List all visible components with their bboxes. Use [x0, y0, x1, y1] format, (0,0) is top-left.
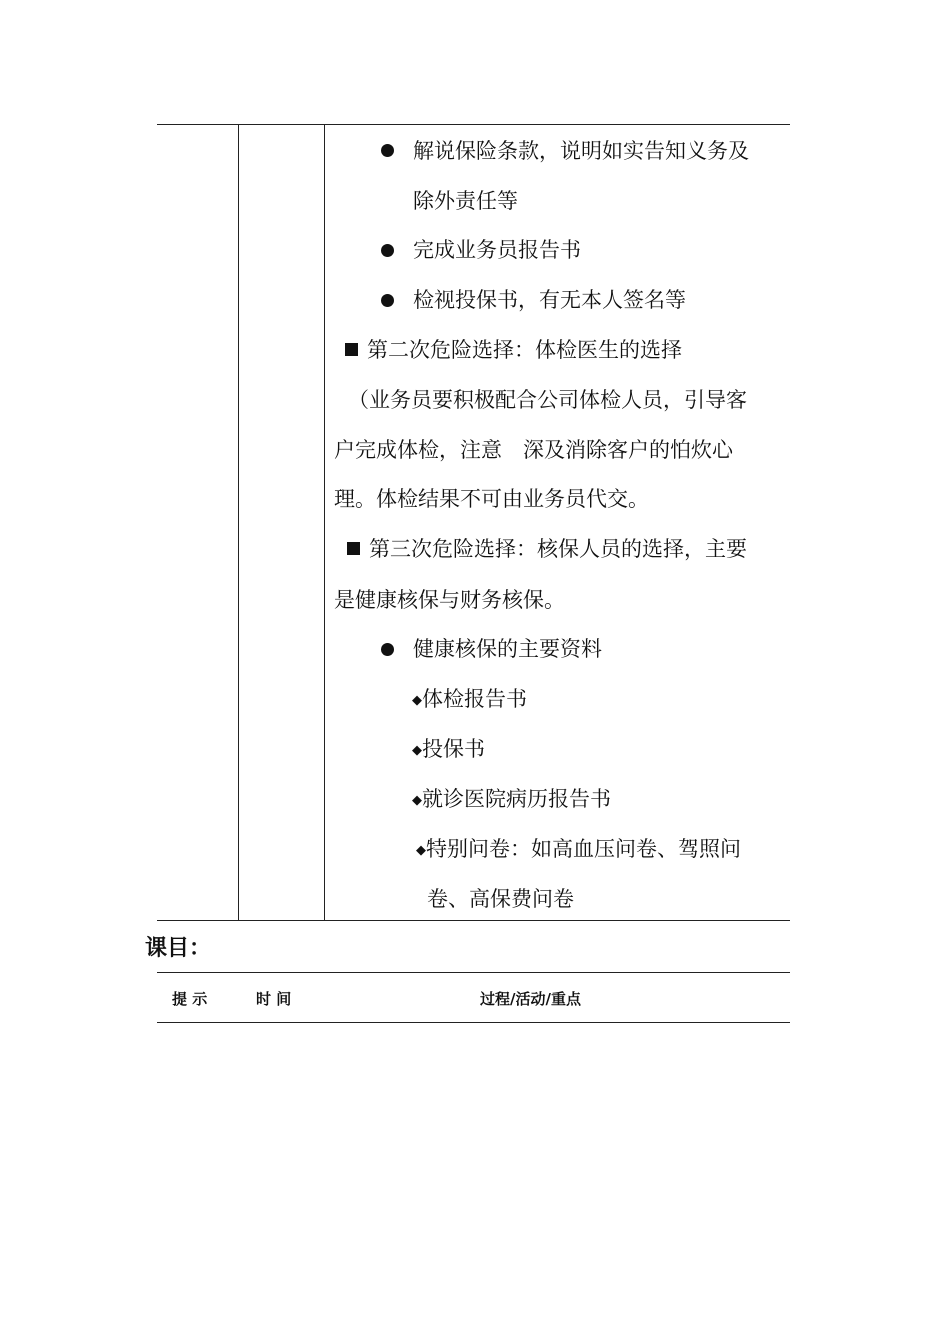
- sub-item: ◆体检报告书: [412, 684, 527, 716]
- lesson-header-table: [157, 972, 790, 1023]
- paragraph-text: （业务员要积极配合公司体检人员，引导客: [348, 388, 747, 412]
- paragraph-text: 是健康核保与财务核保。: [334, 588, 565, 612]
- square-bullet-icon: [347, 542, 360, 555]
- paragraph-text: 理。体检结果不可由业务员代交。: [334, 487, 649, 511]
- bullet-dot-icon: [381, 144, 394, 157]
- bullet-item-text: 检视投保书，有无本人签名等: [413, 288, 686, 312]
- square-bullet-icon: [345, 343, 358, 356]
- diamond-bullet-icon: ◆: [412, 793, 422, 808]
- bullet-dot-icon: [381, 643, 394, 656]
- sub-item: ◆特别问卷：如高血压问卷、驾照问: [416, 834, 741, 866]
- column-header-process: 过程/活动/重点: [480, 990, 581, 1008]
- column-divider-hint: [238, 125, 239, 920]
- sub-item: ◆投保书: [412, 734, 485, 766]
- sub-item-continuation: 卷、高保费问卷: [427, 887, 574, 911]
- section-heading-second: 第二次危险选择：体检医生的选择: [345, 335, 682, 365]
- bullet-item-text: 完成业务员报告书: [413, 238, 581, 262]
- diamond-bullet-icon: ◆: [416, 843, 426, 858]
- diamond-bullet-icon: ◆: [412, 693, 422, 708]
- column-divider-time: [324, 125, 325, 920]
- column-header-time: 时 间: [256, 990, 292, 1008]
- column-header-hint: 提 示: [172, 990, 208, 1008]
- bullet-item-text: 健康核保的主要资料: [413, 637, 602, 661]
- sub-item: ◆就诊医院病历报告书: [412, 784, 611, 816]
- bullet-item-text: 解说保险条款，说明如实告知义务及: [413, 139, 749, 163]
- bullet-dot-icon: [381, 244, 394, 257]
- section-heading-third: 第三次危险选择：核保人员的选择，主要: [347, 534, 747, 564]
- paragraph-text: 户完成体检，注意 深及消除客户的怕炊心: [334, 438, 733, 462]
- bullet-dot-icon: [381, 294, 394, 307]
- diamond-bullet-icon: ◆: [412, 743, 422, 758]
- course-label: 课目：: [145, 936, 212, 961]
- bullet-item-text: 除外责任等: [413, 189, 518, 213]
